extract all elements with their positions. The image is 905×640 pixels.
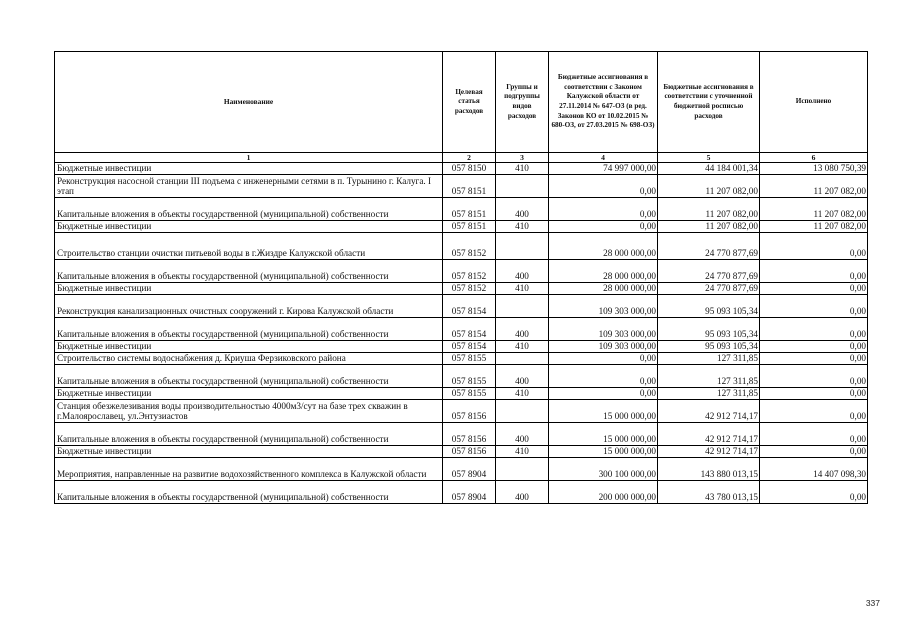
row-target-article: 057 8904 (443, 458, 496, 481)
header-executed: Исполнено (760, 52, 868, 153)
row-budget-amount: 42 912 714,17 (658, 446, 760, 458)
table-body (55, 163, 868, 504)
row-law-amount: 0,00 (549, 365, 658, 388)
row-law-amount: 28 000 000,00 (549, 283, 658, 295)
row-name: Бюджетные инвестиции (55, 446, 443, 458)
row-expense-group: 410 (496, 341, 549, 353)
row-law-amount: 0,00 (549, 175, 658, 198)
row-budget-amount: 42 912 714,17 (658, 400, 760, 423)
row-law-amount: 28 000 000,00 (549, 260, 658, 283)
row-executed-amount: 0,00 (760, 481, 868, 504)
row-budget-amount: 127 311,85 (658, 388, 760, 400)
row-law-amount: 28 000 000,00 (549, 233, 658, 260)
row-name: Бюджетные инвестиции (55, 341, 443, 353)
row-executed-amount: 11 207 082,00 (760, 198, 868, 221)
row-name: Реконструкция насосной станции III подъема с инженерными сетями в п. Турынино г. Калуга. I этап (55, 175, 443, 198)
row-target-article: 057 8154 (443, 341, 496, 353)
row-name: Станция обезжелезивания воды производительностью 4000м3/сут на базе трех скважин в г.Малоярославец, ул.Энтузиастов (55, 400, 443, 423)
row-name: Капитальные вложения в объекты государственной (муниципальной) собственности (55, 198, 443, 221)
row-budget-amount: 127 311,85 (658, 365, 760, 388)
row-target-article: 057 8150 (443, 163, 496, 175)
row-executed-amount: 0,00 (760, 341, 868, 353)
row-target-article: 057 8152 (443, 260, 496, 283)
row-executed-amount: 0,00 (760, 365, 868, 388)
row-executed-amount: 0,00 (760, 353, 868, 365)
row-name: Реконструкция канализационных очистных сооружений г. Кирова Калужской области (55, 295, 443, 318)
table-row (55, 353, 868, 365)
row-budget-amount: 44 184 001,34 (658, 163, 760, 175)
table-row (55, 388, 868, 400)
table-row (55, 318, 868, 341)
row-law-amount: 109 303 000,00 (549, 295, 658, 318)
row-name: Капитальные вложения в объекты государственной (муниципальной) собственности (55, 481, 443, 504)
row-executed-amount: 0,00 (760, 295, 868, 318)
row-law-amount: 300 100 000,00 (549, 458, 658, 481)
row-target-article: 057 8155 (443, 353, 496, 365)
header-target-article: Целевая статья расходов (443, 52, 496, 153)
row-name: Бюджетные инвестиции (55, 221, 443, 233)
budget-table-sheet (54, 51, 867, 504)
row-law-amount: 15 000 000,00 (549, 400, 658, 423)
row-expense-group: 400 (496, 318, 549, 341)
row-name: Бюджетные инвестиции (55, 283, 443, 295)
row-target-article: 057 8156 (443, 400, 496, 423)
row-budget-amount: 43 780 013,15 (658, 481, 760, 504)
row-law-amount: 0,00 (549, 221, 658, 233)
row-name: Капитальные вложения в объекты государственной (муниципальной) собственности (55, 318, 443, 341)
header-law-appropriations: Бюджетные ассигнования в соответствии с Законом Калужской области от 27.11.2014 № 647-ОЗ (в ред. Законов КО от 10.02.2015 № 680-ОЗ, от 27.03.2015 № 698-ОЗ) (549, 52, 658, 153)
column-number: 4 (549, 153, 658, 163)
column-number: 2 (443, 153, 496, 163)
header-name: Наименование (55, 52, 443, 153)
row-expense-group: 410 (496, 221, 549, 233)
row-budget-amount: 127 311,85 (658, 353, 760, 365)
column-number: 1 (55, 153, 443, 163)
row-budget-amount: 42 912 714,17 (658, 423, 760, 446)
row-executed-amount: 11 207 082,00 (760, 221, 868, 233)
table-row (55, 423, 868, 446)
table-row (55, 295, 868, 318)
row-name: Бюджетные инвестиции (55, 163, 443, 175)
row-expense-group: 410 (496, 446, 549, 458)
row-target-article: 057 8154 (443, 295, 496, 318)
row-budget-amount: 95 093 105,34 (658, 295, 760, 318)
row-name: Капитальные вложения в объекты государственной (муниципальной) собственности (55, 365, 443, 388)
row-law-amount: 200 000 000,00 (549, 481, 658, 504)
row-name: Капитальные вложения в объекты государственной (муниципальной) собственности (55, 260, 443, 283)
row-name: Бюджетные инвестиции (55, 388, 443, 400)
row-budget-amount: 24 770 877,69 (658, 260, 760, 283)
row-expense-group: 400 (496, 365, 549, 388)
row-executed-amount: 0,00 (760, 388, 868, 400)
row-law-amount: 0,00 (549, 388, 658, 400)
row-budget-amount: 95 093 105,34 (658, 341, 760, 353)
row-name: Капитальные вложения в объекты государственной (муниципальной) собственности (55, 423, 443, 446)
table-row (55, 260, 868, 283)
row-budget-amount: 11 207 082,00 (658, 198, 760, 221)
row-budget-amount: 95 093 105,34 (658, 318, 760, 341)
row-executed-amount: 0,00 (760, 400, 868, 423)
row-budget-amount: 24 770 877,69 (658, 283, 760, 295)
table-row (55, 198, 868, 221)
table-row (55, 283, 868, 295)
page-number: 337 (865, 598, 880, 608)
row-budget-amount: 143 880 013,15 (658, 458, 760, 481)
row-executed-amount: 0,00 (760, 446, 868, 458)
row-law-amount: 15 000 000,00 (549, 423, 658, 446)
table-row (55, 233, 868, 260)
row-expense-group: 410 (496, 283, 549, 295)
row-target-article: 057 8156 (443, 423, 496, 446)
row-executed-amount: 0,00 (760, 318, 868, 341)
header-budget-appropriations: Бюджетные ассигнования в соответствии с уточненной бюджетной росписью расходов (658, 52, 760, 153)
row-executed-amount: 0,00 (760, 283, 868, 295)
row-budget-amount: 11 207 082,00 (658, 175, 760, 198)
row-expense-group: 410 (496, 388, 549, 400)
row-executed-amount: 11 207 082,00 (760, 175, 868, 198)
row-target-article: 057 8152 (443, 233, 496, 260)
row-expense-group (496, 353, 549, 365)
row-law-amount: 0,00 (549, 353, 658, 365)
row-law-amount: 109 303 000,00 (549, 318, 658, 341)
row-law-amount: 109 303 000,00 (549, 341, 658, 353)
table-header (55, 52, 868, 163)
row-executed-amount: 0,00 (760, 423, 868, 446)
row-law-amount: 15 000 000,00 (549, 446, 658, 458)
row-expense-group (496, 400, 549, 423)
row-expense-group (496, 295, 549, 318)
table-row (55, 446, 868, 458)
table-row (55, 481, 868, 504)
row-budget-amount: 24 770 877,69 (658, 233, 760, 260)
row-name: Строительство станции очистки питьевой воды в г.Жиздре Калужской области (55, 233, 443, 260)
column-number: 3 (496, 153, 549, 163)
row-expense-group (496, 458, 549, 481)
row-law-amount: 74 997 000,00 (549, 163, 658, 175)
row-target-article: 057 8155 (443, 388, 496, 400)
row-executed-amount: 14 407 098,30 (760, 458, 868, 481)
table-row (55, 458, 868, 481)
table-row (55, 163, 868, 175)
row-name: Строительство системы водоснабжения д. Криуша Ферзиковского района (55, 353, 443, 365)
row-budget-amount: 11 207 082,00 (658, 221, 760, 233)
row-target-article: 057 8151 (443, 221, 496, 233)
row-name: Мероприятия, направленные на развитие водохозяйственного комплекса в Калужской области (55, 458, 443, 481)
row-expense-group (496, 175, 549, 198)
row-executed-amount: 0,00 (760, 260, 868, 283)
table-row (55, 175, 868, 198)
budget-table (54, 51, 868, 504)
table-row (55, 221, 868, 233)
row-target-article: 057 8155 (443, 365, 496, 388)
row-target-article: 057 8154 (443, 318, 496, 341)
row-expense-group: 400 (496, 260, 549, 283)
table-row (55, 365, 868, 388)
header-expense-group: Группы и подгруппы видов расходов (496, 52, 549, 153)
column-number: 6 (760, 153, 868, 163)
table-row (55, 400, 868, 423)
row-target-article: 057 8151 (443, 175, 496, 198)
table-row (55, 341, 868, 353)
row-expense-group: 410 (496, 163, 549, 175)
row-expense-group: 400 (496, 198, 549, 221)
row-law-amount: 0,00 (549, 198, 658, 221)
column-number: 5 (658, 153, 760, 163)
row-target-article: 057 8151 (443, 198, 496, 221)
row-executed-amount: 13 080 750,39 (760, 163, 868, 175)
row-target-article: 057 8156 (443, 446, 496, 458)
row-expense-group: 400 (496, 423, 549, 446)
row-target-article: 057 8904 (443, 481, 496, 504)
row-expense-group (496, 233, 549, 260)
row-executed-amount: 0,00 (760, 233, 868, 260)
row-expense-group: 400 (496, 481, 549, 504)
row-target-article: 057 8152 (443, 283, 496, 295)
